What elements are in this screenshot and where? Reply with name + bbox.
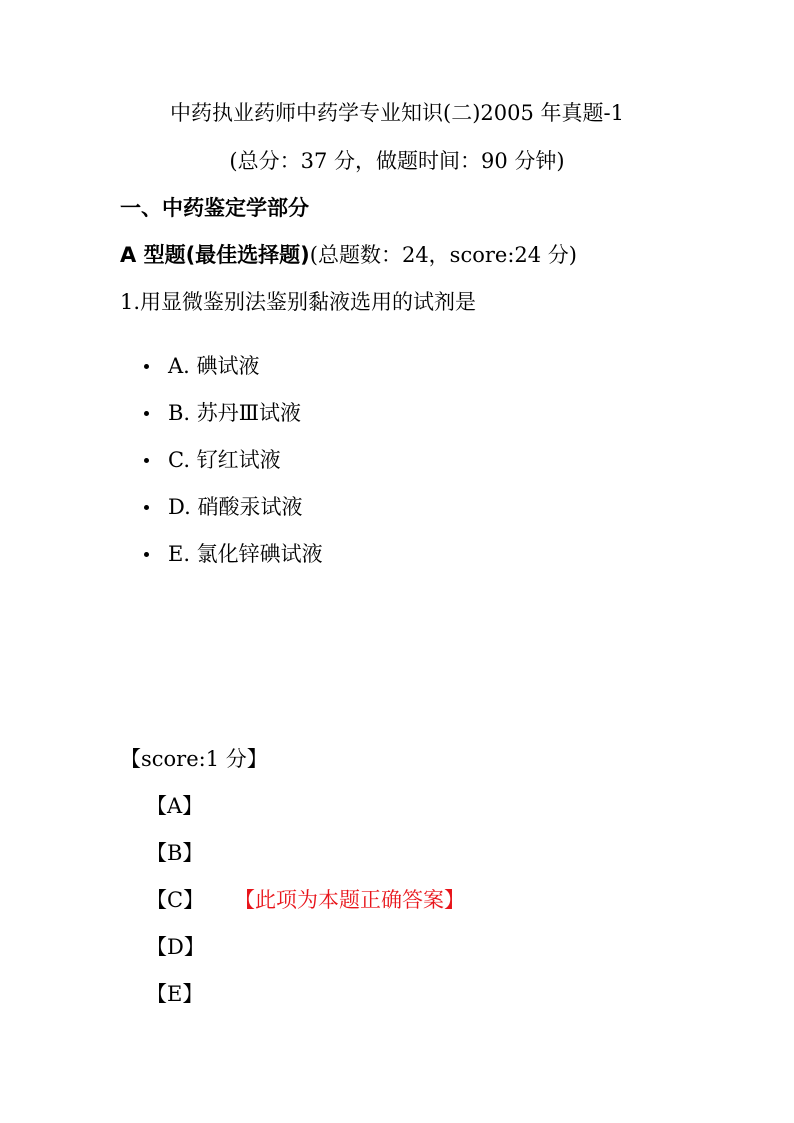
answer-list bbox=[146, 792, 465, 1027]
answer-row bbox=[146, 839, 205, 886]
option-text: C. 钌红试液 bbox=[168, 448, 281, 472]
option-text: B. 苏丹Ⅲ试液 bbox=[168, 401, 302, 425]
answer-label: 【B】 bbox=[146, 841, 204, 865]
bullet-icon bbox=[144, 552, 149, 557]
option-item bbox=[140, 352, 323, 399]
answer-label: 【D】 bbox=[146, 935, 205, 959]
option-list bbox=[140, 352, 323, 587]
document-subtitle: (总分：37 分，做题时间：90 分钟) bbox=[229, 149, 565, 173]
answer-label: 【C】 bbox=[146, 888, 205, 912]
question-type-label: A 型题(最佳选择题) bbox=[120, 243, 310, 267]
correct-answer-note: 【此项为本题正确答案】 bbox=[234, 888, 465, 912]
score-label: 【score:1 分】 bbox=[120, 747, 268, 771]
option-text: A. 碘试液 bbox=[168, 354, 260, 378]
question-type-detail: (总题数：24，score:24 分) bbox=[309, 243, 577, 267]
option-item bbox=[140, 493, 323, 540]
answer-label: 【A】 bbox=[146, 794, 204, 818]
answer-row bbox=[146, 933, 205, 980]
document-title: 中药执业药师中药学专业知识(二)2005 年真题-1 bbox=[170, 101, 624, 125]
question-type bbox=[120, 241, 577, 269]
answer-row bbox=[146, 980, 205, 1027]
answer-row bbox=[146, 886, 465, 933]
question-text: 1.用显微鉴别法鉴别黏液选用的试剂是 bbox=[120, 290, 477, 314]
answer-row bbox=[146, 792, 205, 839]
answer-label: 【E】 bbox=[146, 982, 204, 1006]
option-item bbox=[140, 399, 323, 446]
option-text: D. 硝酸汞试液 bbox=[168, 495, 303, 519]
bullet-icon bbox=[144, 505, 149, 510]
option-text: E. 氯化锌碘试液 bbox=[168, 542, 323, 566]
bullet-icon bbox=[144, 364, 149, 369]
option-item bbox=[140, 540, 323, 587]
section-heading: 一、中药鉴定学部分 bbox=[120, 196, 309, 220]
bullet-icon bbox=[144, 458, 149, 463]
bullet-icon bbox=[144, 411, 149, 416]
option-item bbox=[140, 446, 323, 493]
